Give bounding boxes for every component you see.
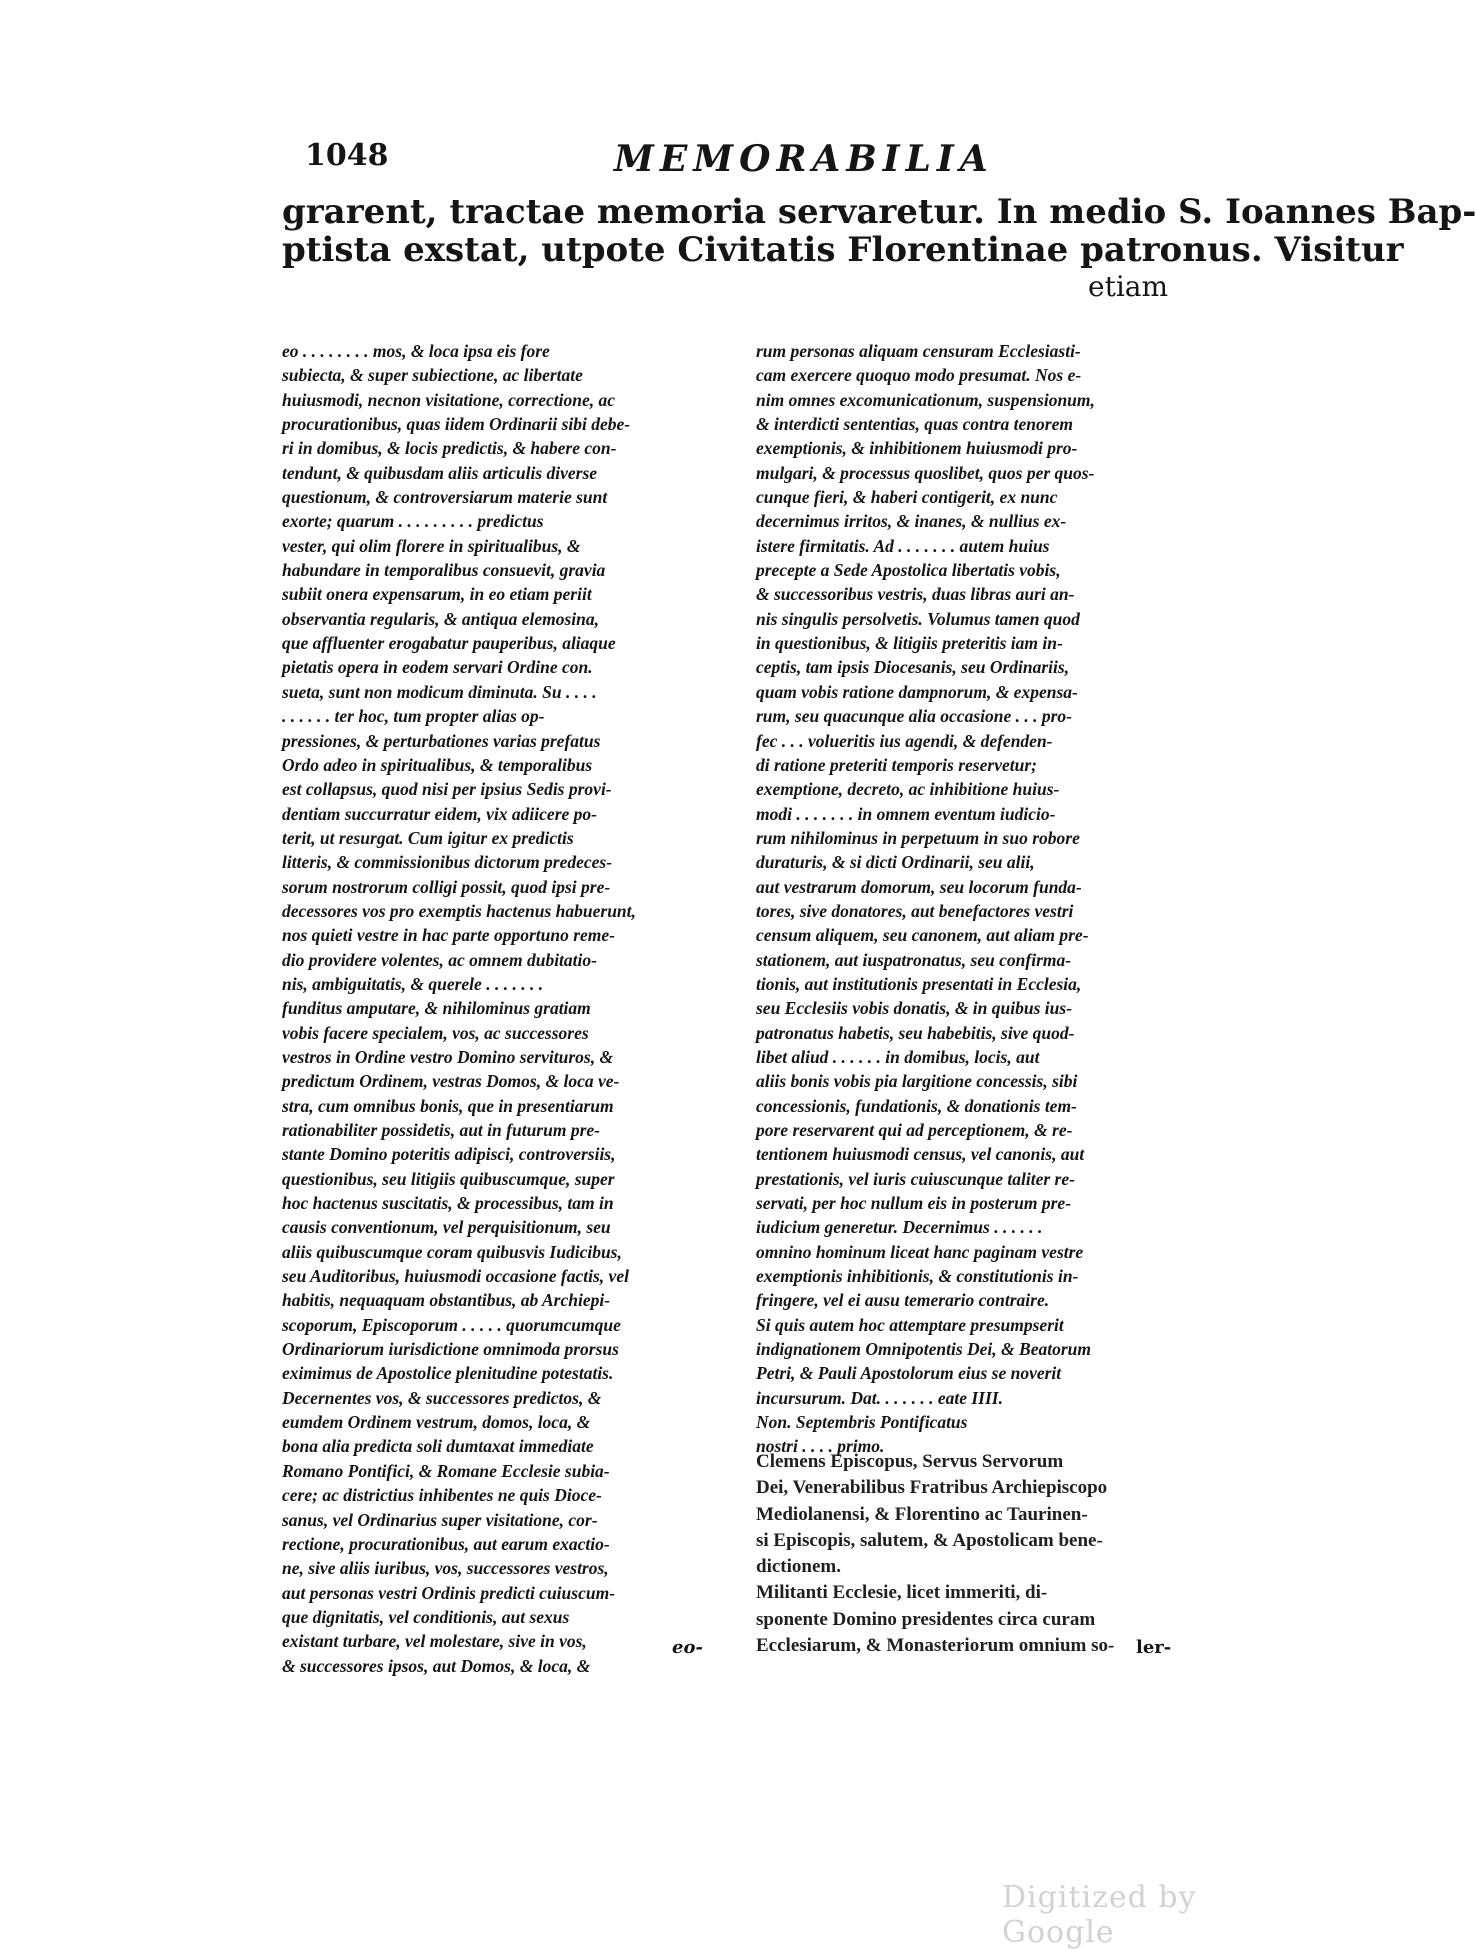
left-column <box>282 339 734 1678</box>
text-line: scoporum, Episcoporum . . . . . quorumcumque <box>282 1314 621 1335</box>
text-line: Militanti Ecclesie, licet immeriti, di- <box>756 1582 1048 1604</box>
text-line: quam vobis ratione dampnorum, & expensa- <box>756 681 1078 702</box>
text-line: censum aliquem, seu canonem, aut aliam pre- <box>756 925 1089 946</box>
text-line: nostri . . . . primo. <box>756 1436 885 1457</box>
text-line: rum nihilominus in perpetuum in suo robore <box>756 827 1080 848</box>
text-line: exorte; quarum . . . . . . . . . predictus <box>282 511 544 532</box>
text-line: ri in domibus, & locis predictis, & habere con- <box>282 438 617 459</box>
text-line: bona alia predicta soli dumtaxat immediate <box>282 1436 594 1457</box>
text-line: cunque fieri, & haberi contigerit, ex nunc <box>756 487 1058 508</box>
text-line: observantia regularis, & antiqua elemosina, <box>282 608 599 629</box>
text-line: pore reservarent qui ad perceptionem, & re- <box>756 1120 1073 1140</box>
text-line: nis, ambiguitatis, & querele . . . . . . . <box>282 973 544 994</box>
text-line: causis conventionum, vel perquisitionum, seu <box>282 1217 611 1238</box>
text-line: patronatus habetis, seu habebitis, sive quod- <box>756 1022 1075 1043</box>
text-line: vestros in Ordine vestro Domino servituros, & <box>282 1046 614 1067</box>
text-line: sorum nostrorum colligi possit, quod ipsi pre- <box>282 876 611 897</box>
text-line: tentionem huiusmodi census, vel canonis, aut <box>756 1144 1085 1165</box>
text-line: pietatis opera in eodem servari Ordine con. <box>282 657 593 678</box>
text-line: di ratione preteriti temporis reservetur; <box>756 754 1037 775</box>
text-line: funditus amputare, & nihilominus gratiam <box>282 998 591 1019</box>
text-line: nos quieti vestre in hac parte opportuno reme- <box>282 925 615 946</box>
right-column <box>756 339 1208 1459</box>
text-line: stante Domino poteritis adipisci, controversiis, <box>282 1144 616 1165</box>
text-line: tores, sive donatores, aut benefactores vestri <box>756 900 1074 921</box>
text-line: aut vestrarum domorum, seu locorum funda- <box>756 876 1082 897</box>
text-line: litteris, & commissionibus dictorum predeces- <box>282 852 613 873</box>
text-line: vobis facere specialem, vos, ac successores <box>282 1022 589 1043</box>
text-line: questionum, & controversiarum materie sunt <box>282 487 608 508</box>
text-line: hoc hactenus suscitatis, & processibus, tam in <box>282 1193 614 1214</box>
text-line: predictum Ordinem, vestras Domos, & loca ve- <box>282 1071 620 1092</box>
text-line: exemptionis inhibitionis, & constitutionis in- <box>756 1266 1079 1287</box>
text-line: decernimus irritos, & inanes, & nullius ex- <box>756 511 1067 532</box>
text-line: stationem, aut iuspatronatus, seu confirma- <box>756 949 1072 970</box>
text-line: Dei, Venerabilibus Fratribus Archiepiscopo <box>756 1477 1108 1499</box>
text-line: questionibus, seu litigiis quibuscumque, super <box>282 1168 615 1189</box>
text-line: rum, seu quacunque alia occasione . . . pro- <box>756 706 1072 727</box>
papal-letter-opening <box>756 1449 1202 1659</box>
text-line: precepte a Sede Apostolica libertatis vobis, <box>756 560 1061 581</box>
text-line: dictionem. <box>756 1556 841 1578</box>
watermark-digitized: Digitized by Google <box>1002 1880 1197 1950</box>
text-line: in questionibus, & litigiis preteritis iam in- <box>756 633 1063 654</box>
text-line: fec . . . volueritis ius agendi, & defenden- <box>756 730 1053 751</box>
text-line: duraturis, & si dicti Ordinarii, seu alii, <box>756 852 1035 873</box>
text-line: incursurum. Dat. . . . . . . eate IIII. <box>756 1387 1003 1408</box>
text-line: fringere, vel ei ausu temerario contraire. <box>756 1290 1050 1311</box>
text-line: huiusmodi, necnon visitatione, correctione, ac <box>282 389 616 410</box>
text-line: dentiam succurratur eidem, vix adiicere po- <box>282 803 597 824</box>
text-line: iudicium generetur. Decernimus . . . . . . <box>756 1217 1043 1238</box>
text-line: exemptione, decreto, ac inhibitione huius- <box>756 779 1060 800</box>
catchword-top: etiam <box>1088 270 1169 303</box>
text-line: Si quis autem hoc attemptare presumpserit <box>756 1314 1064 1335</box>
text-line: Ordinariorum iurisdictione omnimoda prorsus <box>282 1339 619 1360</box>
text-line: grarent, tractae memoria servaretur. In medio S. Ioannes Bap- <box>282 192 1476 232</box>
text-line: & successores ipsos, aut Domos, & loca, & <box>282 1655 591 1676</box>
text-line: subiit onera expensarum, in eo etiam periit <box>282 584 592 605</box>
text-line: istere firmitatis. Ad . . . . . . . autem huius <box>756 535 1050 556</box>
text-line: si Episcopis, salutem, & Apostolicam bene- <box>756 1529 1103 1551</box>
text-line: rationabiliter possidetis, aut in futurum pre- <box>282 1120 600 1140</box>
text-line: habundare in temporalibus consuevit, gravia <box>282 560 606 581</box>
text-line: cam exercere quoquo modo presumat. Nos e- <box>756 365 1082 386</box>
text-line: & successoribus vestris, duas libras auri an- <box>756 584 1075 605</box>
text-line: pressiones, & perturbationes varias prefatus <box>282 730 601 751</box>
text-line: que affluenter erogabatur pauperibus, aliaque <box>282 633 616 654</box>
text-line: servati, per hoc nullum eis in posterum pre- <box>756 1193 1072 1214</box>
text-line: aliis bonis vobis pia largitione concessis, sibi <box>756 1071 1078 1092</box>
text-line: Romano Pontifici, & Romane Ecclesie subia- <box>282 1460 610 1481</box>
text-line: ne, sive aliis iuribus, vos, successores vestros, <box>282 1558 609 1579</box>
text-line: rectione, procurationibus, aut earum exactio- <box>282 1533 610 1554</box>
text-line: stra, cum omnibus bonis, que in presentiarum <box>282 1095 614 1116</box>
text-line: Decernentes vos, & successores predictos, & <box>282 1387 602 1408</box>
text-line: ptista exstat, utpote Civitatis Florentinae patronus. Visitur <box>282 230 1404 270</box>
text-line: aliis quibuscumque coram quibusvis Iudicibus, <box>282 1241 622 1262</box>
text-line: nim omnes excomunicationum, suspensionum, <box>756 389 1095 410</box>
text-line: tendunt, & quibusdam aliis articulis diverse <box>282 462 598 483</box>
text-line: exemptionis, & inhibitionem huiusmodi pro- <box>756 438 1078 459</box>
text-line: sueta, sunt non modicum diminuta. Su . . . . <box>282 681 597 702</box>
text-line: decessores vos pro exemptis hactenus habuerunt, <box>282 900 636 921</box>
text-line: seu Ecclesiis vobis donatis, & in quibus ius- <box>756 998 1073 1019</box>
text-line: dio providere volentes, ac omnem dubitatio- <box>282 949 597 970</box>
text-line: eo . . . . . . . . mos, & loca ipsa eis fore <box>282 341 550 361</box>
text-line: indignationem Omnipotentis Dei, & Beatorum <box>756 1339 1091 1360</box>
text-line: eximimus de Apostolice plenitudine potestatis. <box>282 1363 614 1384</box>
catchword-right: ler- <box>1136 1637 1172 1658</box>
text-line: modi . . . . . . . in omnem eventum iudicio- <box>756 803 1056 824</box>
text-line: mulgari, & processus quoslibet, quos per quos- <box>756 462 1095 483</box>
text-line: terit, ut resurgat. Cum igitur ex predictis <box>282 827 574 848</box>
text-line: nis singulis persolvetis. Volumus tamen quod <box>756 608 1080 629</box>
text-line: sponente Domino presidentes circa curam <box>756 1608 1096 1630</box>
page-number: 1048 <box>305 138 389 173</box>
text-line: cere; ac districtius inhibentes ne quis Dioce- <box>282 1485 602 1506</box>
text-line: procurationibus, quas iidem Ordinarii sibi debe- <box>282 414 631 435</box>
text-line: Petri, & Pauli Apostolorum eius se noverit <box>756 1363 1062 1384</box>
text-line: concessionis, fundationis, & donationis tem- <box>756 1095 1077 1116</box>
text-line: tionis, aut institutionis presentati in Ecclesia, <box>756 973 1082 994</box>
text-line: existant turbare, vel molestare, sive in vos, <box>282 1631 587 1652</box>
text-line: omnino hominum liceat hanc paginam vestre <box>756 1241 1084 1262</box>
text-line: vester, qui olim florere in spiritualibus, & <box>282 535 581 556</box>
top-paragraph <box>282 192 1476 270</box>
running-title: MEMORABILIA <box>614 138 994 180</box>
text-line: & interdicti sententias, quas contra tenorem <box>756 414 1073 435</box>
text-line: Clemens Episcopus, Servus Servorum <box>756 1451 1064 1472</box>
text-line: Non. Septembris Pontificatus <box>756 1412 968 1433</box>
text-line: aut personas vestri Ordinis predicti cuiuscum- <box>282 1582 616 1603</box>
text-line: . . . . . . ter hoc, tum propter alias op- <box>282 706 545 727</box>
text-line: eumdem Ordinem vestrum, domos, loca, & <box>282 1412 591 1433</box>
text-line: habitis, nequaquam obstantibus, ab Archiepi- <box>282 1290 611 1311</box>
text-line: seu Auditoribus, huiusmodi occasione factis, vel <box>282 1266 629 1287</box>
catchword-left: eo- <box>672 1637 703 1658</box>
text-line: Mediolanensi, & Florentino ac Taurinen- <box>756 1503 1088 1525</box>
text-line: subiecta, & super subiectione, ac libertate <box>282 365 583 386</box>
text-line: sanus, vel Ordinarius super visitatione, cor- <box>282 1509 598 1530</box>
text-line: Ecclesiarum, & Monasteriorum omnium so- <box>756 1635 1115 1657</box>
text-line: libet aliud . . . . . . in domibus, locis, aut <box>756 1046 1040 1067</box>
text-line: Ordo adeo in spiritualibus, & temporalibus <box>282 754 593 775</box>
text-line: que dignitatis, vel conditionis, aut sexus <box>282 1606 570 1627</box>
text-line: ceptis, tam ipsis Diocesanis, seu Ordinariis, <box>756 657 1070 678</box>
text-line: rum personas aliquam censuram Ecclesiasti- <box>756 341 1081 361</box>
text-line: prestationis, vel iuris cuiuscunque taliter re- <box>756 1168 1075 1189</box>
text-line: est collapsus, quod nisi per ipsius Sedis provi- <box>282 779 612 800</box>
